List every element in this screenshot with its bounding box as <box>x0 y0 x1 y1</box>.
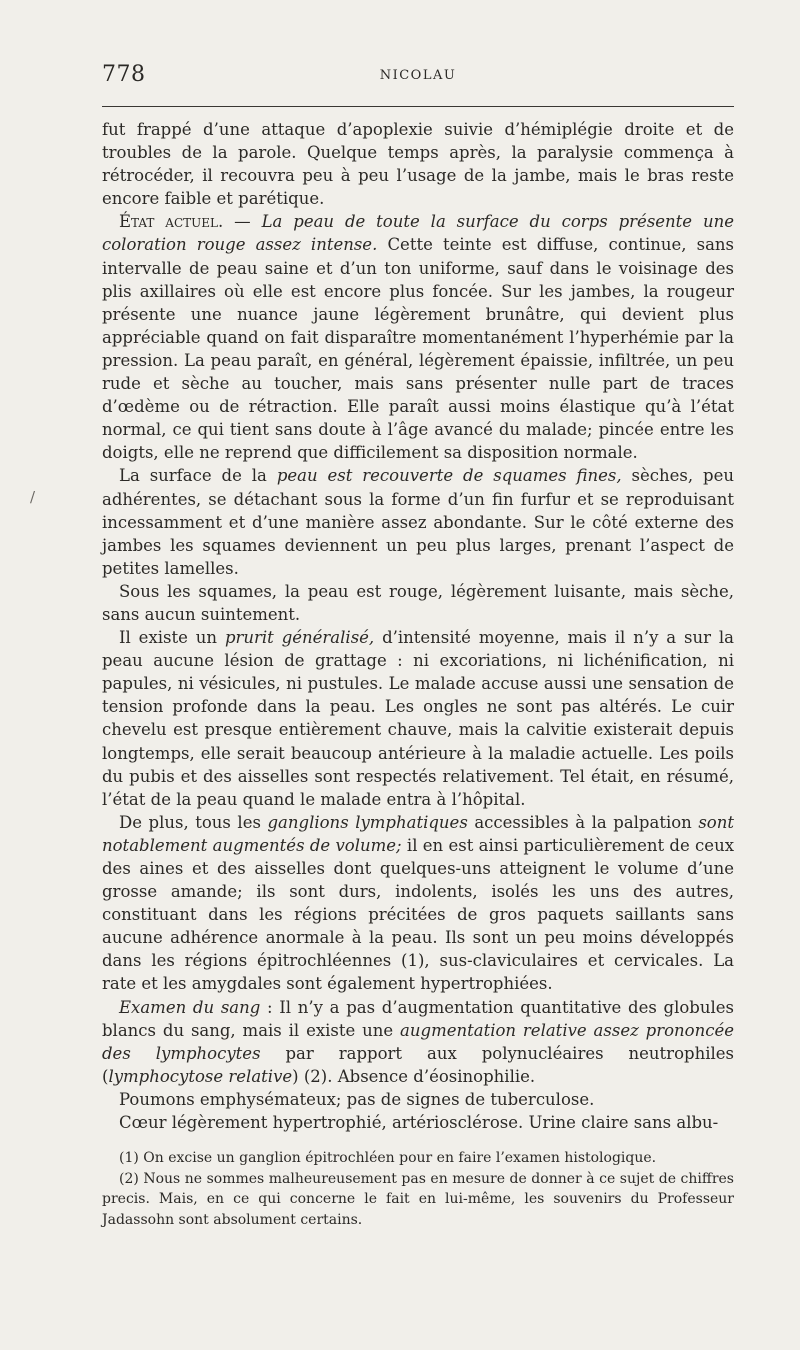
emphasis-text: La peau de toute la surface du corps présente une coloration rouge assez intense. <box>102 212 734 255</box>
running-head: NICOLAU <box>379 68 457 83</box>
paragraph-text: Sous les squames, la peau est rouge, légèrement luisante, mais sèche, sans aucun suintement. <box>102 581 734 624</box>
footnote: (1) On excise un ganglion épitrochléen pour en faire l’examen histologique. <box>119 1150 657 1166</box>
header-rule <box>102 106 734 107</box>
paragraph <box>102 996 734 1088</box>
paragraph-text: Il existe un <box>119 628 225 648</box>
paragraph <box>102 811 734 996</box>
paragraph <box>102 1111 734 1134</box>
paragraph-text: Poumons emphysémateux; pas de signes de tuberculose. <box>119 1089 595 1109</box>
page-number: 778 <box>102 62 146 87</box>
paragraph <box>102 580 734 626</box>
emphasis-text: lymphocytose relative <box>108 1066 293 1086</box>
paragraph <box>102 210 734 464</box>
paragraph <box>102 626 734 811</box>
page-header <box>102 62 734 96</box>
paragraph-text: d’intensité moyenne, mais il n’y a sur la peau aucune lésion de grattage : ni excoriations, ni lichénification, ni papules, ni vésicules, ni pustules. Le malade accuse aussi une sensation de tension profonde dans la peau. Les ongles ne sont pas altérés. Le cuir chevelu est presque entièrement chauve, mais la calvitie existerait depuis longtemps, elle serait beaucoup antérieure à la maladie actuelle. Les poils du pubis et des aisselles sont respectés relativement. Tel était, en résumé, l’état de la peau quand le malade entra à l’hôpital. <box>102 628 735 809</box>
emphasis-text: peau est recouverte de squames fines, <box>276 466 622 486</box>
paragraph-text: — <box>223 212 262 232</box>
paragraph-text: fut frappé d’une attaque d’apoplexie suivie d’hémiplégie droite et de troubles de la parole. Quelque temps après, la paralysie commença à rétrocéder, il recouvra peu à peu l’usage de la jambe, mais le bras reste encore faible et parétique. <box>102 120 734 209</box>
paragraph-text: La surface de la <box>119 466 277 486</box>
footnote: (2) Nous ne sommes malheureusement pas en mesure de donner à ce sujet de chiffres precis. Mais, en ce qui concerne le fait en lui-même, les souvenirs du Professeur Jadassohn sont absolument certains. <box>102 1170 734 1228</box>
emphasis-text: ganglions lymphatiques <box>267 812 468 832</box>
paragraph-text: sèches, peu adhérentes, se détachant sous la forme d’un fin furfur et se reproduisant incessamment et d’une manière assez abondante. Sur le côté externe des jambes les squames deviennent un peu plus larges, prenant l’aspect de petites lamelles. <box>102 466 734 578</box>
body-text <box>102 118 734 1134</box>
paragraph-text: par rapport aux polynucléaires neutrophiles ( <box>102 1043 734 1086</box>
paragraph-text: accessibles à la palpation <box>467 812 699 832</box>
emphasis-text: prurit généralisé, <box>224 628 375 648</box>
emphasis-text: sont notablement augmentés de volume; <box>102 812 735 855</box>
section-heading: État actuel. <box>119 212 224 232</box>
margin-pencil-mark: / <box>30 488 36 506</box>
paragraph <box>102 464 734 579</box>
paragraph-text: ) (2). Absence d’éosinophilie. <box>292 1066 536 1086</box>
paragraph-text: Cette teinte est diffuse, continue, sans intervalle de peau saine et d’un ton uniforme, sauf dans le voisinage des plis axillaires où elle est encore plus foncée. Sur les jambes, la rougeur présente une nuance jaune légèrement brunâtre, qui devient plus appréciable quand on fait disparaître momentanément l’hyperhémie par la pression. La peau paraît, en général, légèrement épaissie, infiltrée, un peu rude et sèche au toucher, mais sans présenter nulle part de traces d’œdème ou de rétraction. Elle paraît aussi moins élastique qu’à l’état normal, ce qui tient sans doute à l’âge avancé du malade; pincée entre les doigts, elle ne reprend que difficilement sa disposition normale. <box>102 235 734 463</box>
paragraph-text: : Il n’y a pas d’augmentation quantitative des globules blancs du sang, mais il existe une <box>102 997 734 1040</box>
emphasis-text: Examen du sang <box>119 997 261 1017</box>
paragraph-text: Cœur légèrement hypertrophié, artériosclérose. Urine claire sans albu- <box>119 1113 719 1133</box>
paragraph-text: De plus, tous les <box>119 812 268 832</box>
paragraph <box>102 1088 734 1111</box>
paragraph-text: il en est ainsi particulièrement de ceux des aines et des aisselles dont quelques-uns atteignent le volume d’une grosse amande; ils sont durs, indolents, isolés les uns des autres, constituant dans les régions précitées de gros paquets saillants sans aucune adhérence anormale à la peau. Ils sont un peu moins développés dans les régions épitrochléennes (1), sus-claviculaires et cervicales. La rate et les amygdales sont également hypertrophiées. <box>102 835 734 994</box>
paragraph <box>102 118 734 210</box>
footnotes <box>102 1148 734 1230</box>
emphasis-text: augmentation relative assez prononcée des lymphocytes <box>102 1020 734 1063</box>
